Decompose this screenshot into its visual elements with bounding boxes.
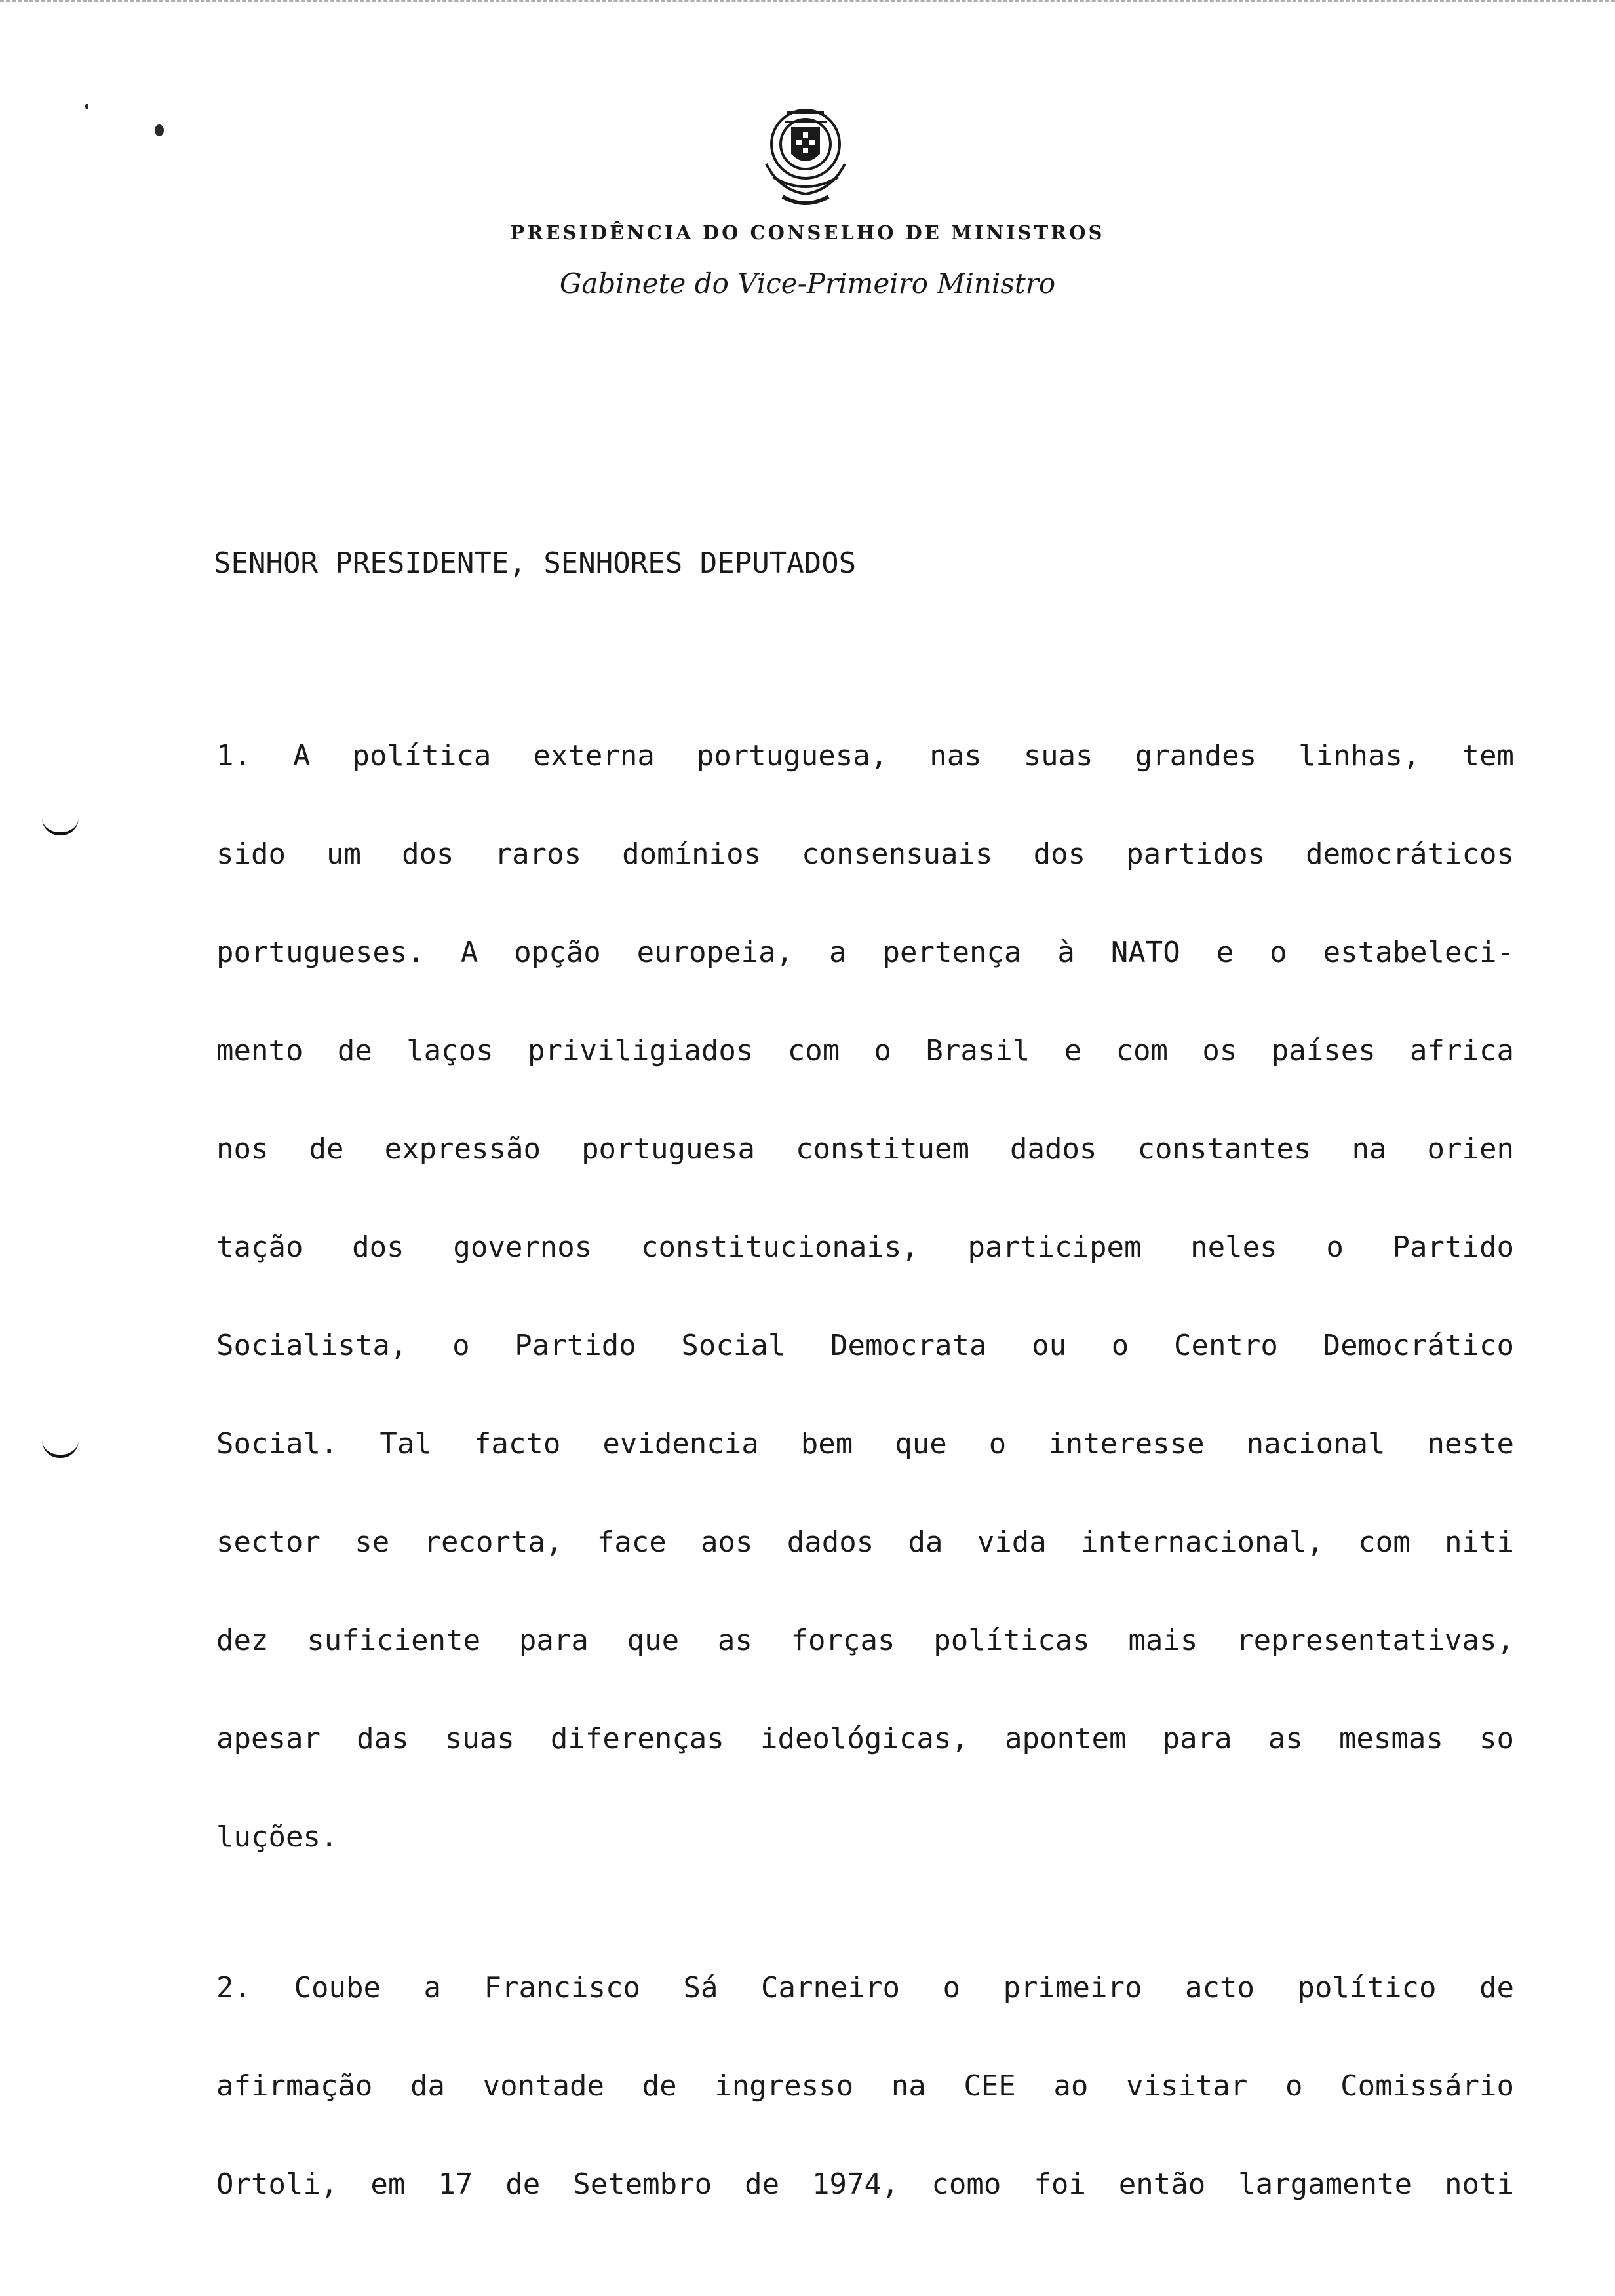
paragraph-line: portugueses. A opção europeia, a pertença à NATO e o estabeleci- bbox=[216, 936, 1514, 969]
paragraph-line: 2. Coube a Francisco Sá Carneiro o primeiro acto político de bbox=[216, 1971, 1514, 2004]
scan-speck bbox=[85, 104, 88, 109]
paragraph-line: 1. A política externa portuguesa, nas suas grandes linhas, tem bbox=[216, 739, 1514, 773]
paragraph-line: nos de expressão portuguesa constituem dados constantes na orien bbox=[216, 1132, 1514, 1166]
paragraph-line: apesar das suas diferenças ideológicas, apontem para as mesmas so bbox=[216, 1722, 1514, 1755]
paragraph-line: sector se recorta, face aos dados da vida internacional, com niti bbox=[216, 1525, 1514, 1559]
salutation: SENHOR PRESIDENTE, SENHORES DEPUTADOS bbox=[214, 546, 857, 580]
letterhead-organization: PRESIDÊNCIA DO CONSELHO DE MINISTROS bbox=[510, 221, 1105, 244]
paragraph-line: afirmação da vontade de ingresso na CEE ao visitar o Comissário bbox=[216, 2069, 1514, 2103]
scan-speck bbox=[155, 124, 164, 136]
paragraph-line: sido um dos raros domínios consensuais dos partidos democráticos bbox=[216, 837, 1514, 871]
page-top-edge-rule bbox=[0, 0, 1615, 9]
paragraph-line: Socialista, o Partido Social Democrata ou o Centro Democrático bbox=[216, 1329, 1514, 1362]
paragraph-line: dez suficiente para que as forças políticas mais representativas, bbox=[216, 1624, 1514, 1657]
paragraph-line: tação dos governos constitucionais, participem neles o Partido bbox=[216, 1231, 1514, 1264]
margin-check-mark bbox=[42, 1440, 79, 1458]
paragraph-line: Ortoli, em 17 de Setembro de 1974, como foi então largamente noti bbox=[216, 2168, 1514, 2201]
letterhead-office: Gabinete do Vice-Primeiro Ministro bbox=[559, 267, 1056, 299]
coat-of-arms-icon bbox=[747, 98, 865, 210]
margin-check-mark bbox=[42, 818, 79, 835]
paragraph-line: Social. Tal facto evidencia bem que o interesse nacional neste bbox=[216, 1427, 1514, 1461]
paragraph-line: mento de laços priviligiados com o Brasil e com os países africa bbox=[216, 1034, 1514, 1067]
paragraph-line: luções. bbox=[216, 1820, 338, 1854]
